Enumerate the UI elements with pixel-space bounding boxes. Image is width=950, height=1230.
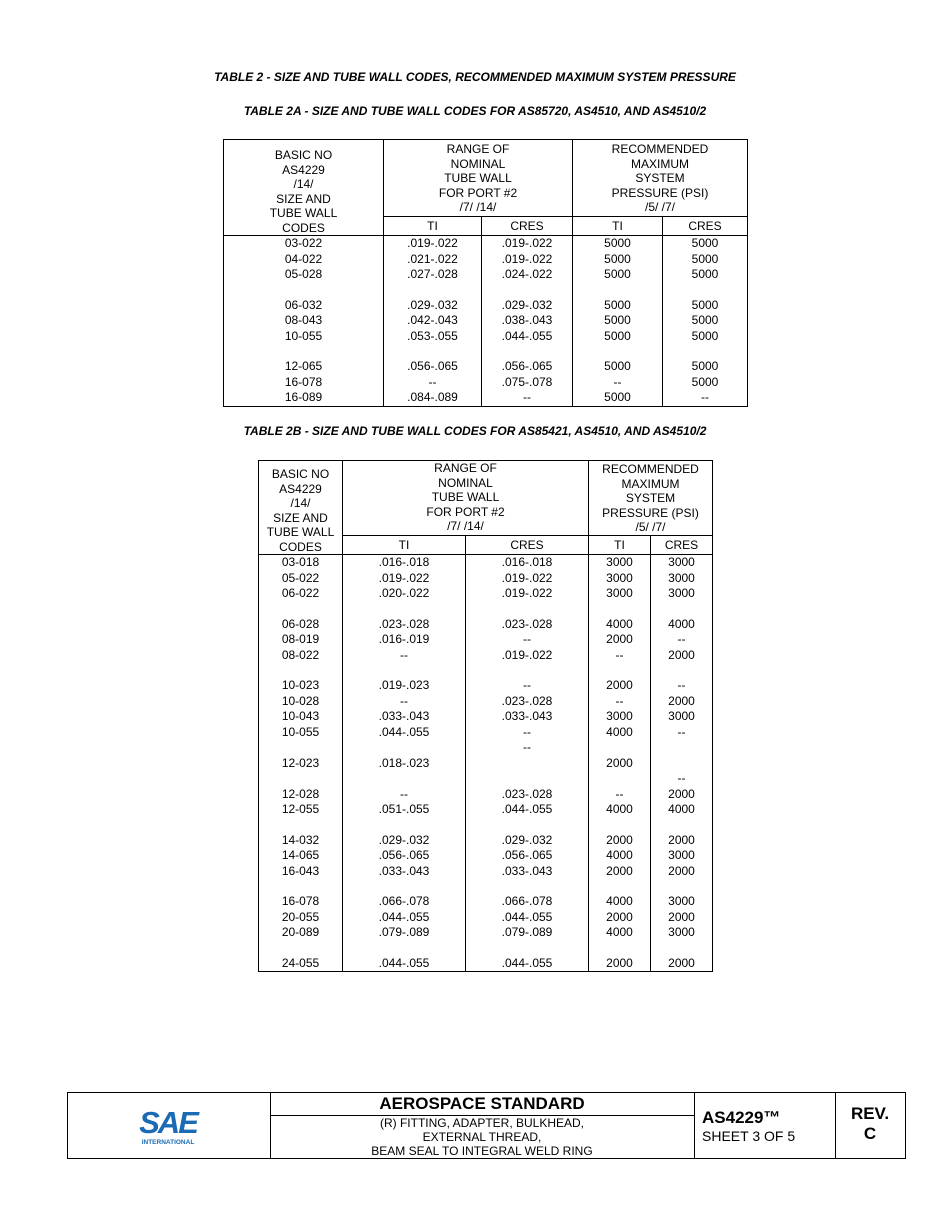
cres-pressure: 2000	[651, 648, 713, 664]
ti-pressure: 5000	[573, 236, 663, 252]
table-row	[259, 648, 713, 664]
table-row	[259, 694, 713, 710]
header-line: AS4229	[279, 481, 322, 496]
cres-wall-range: .038-.043	[482, 313, 573, 329]
header-line: CODES	[279, 539, 322, 554]
header-line: FOR PORT #2	[426, 504, 505, 519]
sub-header-ti: TI	[573, 217, 663, 236]
cres-wall-range	[466, 756, 589, 772]
table-row	[224, 390, 748, 406]
description-line: (R) FITTING, ADAPTER, BULKHEAD,	[379, 1116, 585, 1130]
sub-header-cres: CRES	[663, 217, 748, 236]
size-code: 10-055	[259, 725, 343, 741]
pressure-header	[573, 140, 748, 217]
ti-wall-range: .044-.055	[343, 910, 466, 926]
cres-wall-range: .044-.055	[466, 802, 589, 818]
cres-wall-range: .056-.065	[466, 848, 589, 864]
spacer-cell	[224, 344, 384, 359]
cres-pressure: 3000	[651, 925, 713, 941]
header-line: /14/	[293, 177, 314, 191]
cres-pressure: --	[663, 390, 748, 406]
header-line: SIZE AND	[276, 191, 331, 206]
table-row	[259, 848, 713, 864]
size-code: 04-022	[224, 252, 384, 268]
table-2b	[258, 460, 713, 972]
spacer-cell	[589, 602, 651, 617]
table-row	[259, 571, 713, 587]
cres-wall-range: .044-.055	[466, 956, 589, 972]
spacer-cell	[466, 602, 589, 617]
ti-pressure: 5000	[573, 390, 663, 406]
ti-wall-range: .029-.032	[343, 833, 466, 849]
spacer-cell	[663, 283, 748, 298]
ti-wall-range: .079-.089	[343, 925, 466, 941]
spacer-cell	[651, 941, 713, 956]
ti-wall-range: .016-.019	[343, 632, 466, 648]
size-code: 10-028	[259, 694, 343, 710]
sub-header-ti: TI	[343, 536, 466, 555]
size-code: 16-089	[224, 390, 384, 406]
header-line: /5/ /7/	[635, 520, 666, 534]
table-row	[224, 298, 748, 314]
header-line: /5/ /7/	[644, 200, 676, 214]
cres-pressure	[651, 756, 713, 772]
header-line: TUBE WALL	[266, 525, 335, 539]
cres-pressure: 5000	[663, 359, 748, 375]
description-line: EXTERNAL THREAD,	[422, 1130, 542, 1144]
table-row	[259, 709, 713, 725]
table-2b-title: TABLE 2B - SIZE AND TUBE WALL CODES FOR AS85421, AS4510, AND AS4510/2	[243, 424, 707, 438]
header-line: /7/ /14/	[459, 200, 497, 214]
header-line: TUBE WALL	[269, 206, 338, 220]
cres-pressure: 4000	[651, 802, 713, 818]
spacer-cell	[384, 283, 482, 298]
group-spacer	[259, 663, 713, 678]
ti-wall-range: .016-.018	[343, 555, 466, 571]
ti-pressure: 4000	[589, 925, 651, 941]
header-line: MAXIMUM	[631, 156, 689, 171]
document-number: AS4229™	[702, 1108, 781, 1127]
spacer-cell	[651, 602, 713, 617]
spacer-cell	[343, 941, 466, 956]
cres-wall-range: .023-.028	[466, 694, 589, 710]
spacer-cell	[259, 941, 343, 956]
spacer-cell	[259, 663, 343, 678]
ti-wall-range: .051-.055	[343, 802, 466, 818]
table-row	[259, 740, 713, 756]
revision-cell	[835, 1093, 905, 1158]
table-2a	[223, 139, 748, 407]
header-line: TUBE WALL	[431, 490, 500, 504]
ti-pressure: 3000	[589, 571, 651, 587]
spacer-cell	[343, 602, 466, 617]
spacer-cell	[343, 879, 466, 894]
ti-pressure: 2000	[589, 756, 651, 772]
header-line: /14/	[290, 496, 311, 510]
size-code	[259, 771, 343, 787]
spacer-cell	[482, 344, 573, 359]
header-line: PRESSURE (PSI)	[611, 185, 709, 200]
ti-pressure: --	[589, 694, 651, 710]
size-code: 14-065	[259, 848, 343, 864]
size-code: 20-089	[259, 925, 343, 941]
header-line: RECOMMENDED	[602, 462, 699, 476]
ti-pressure: 2000	[589, 833, 651, 849]
spacer-cell	[259, 879, 343, 894]
size-code: 08-019	[259, 632, 343, 648]
cres-pressure: 5000	[663, 252, 748, 268]
ti-wall-range: --	[343, 694, 466, 710]
header-line: TUBE WALL	[444, 171, 512, 185]
size-code: 24-055	[259, 956, 343, 972]
table-row	[259, 787, 713, 803]
header-line: FOR PORT #2	[438, 185, 518, 200]
ti-wall-range: .042-.043	[384, 313, 482, 329]
cres-pressure: --	[651, 678, 713, 694]
spacer-cell	[651, 818, 713, 833]
header-line: SIZE AND	[273, 510, 328, 525]
logo-subtext: INTERNATIONAL	[141, 1139, 195, 1146]
table-2a-body	[224, 236, 748, 407]
cres-pressure: 2000	[651, 956, 713, 972]
standard-description	[270, 1116, 694, 1158]
header-line: SYSTEM	[635, 171, 685, 185]
spacer-cell	[466, 663, 589, 678]
ti-pressure	[589, 740, 651, 756]
cres-pressure: --	[651, 632, 713, 648]
size-code: 16-078	[259, 894, 343, 910]
ti-wall-range: .023-.028	[343, 617, 466, 633]
size-code: 06-032	[224, 298, 384, 314]
cres-wall-range: .016-.018	[466, 555, 589, 571]
revision-label: REV.	[850, 1104, 890, 1123]
table-row	[259, 956, 713, 972]
size-code: 20-055	[259, 910, 343, 926]
spacer-cell	[466, 818, 589, 833]
ti-wall-range: .053-.055	[384, 329, 482, 345]
basic-no-header	[224, 140, 384, 236]
spacer-cell	[259, 602, 343, 617]
table-row	[259, 725, 713, 741]
table-row	[224, 252, 748, 268]
cres-pressure: 2000	[651, 787, 713, 803]
ti-wall-range: .044-.055	[343, 725, 466, 741]
sub-header-cres: CRES	[651, 536, 713, 555]
table-2a-title: TABLE 2A - SIZE AND TUBE WALL CODES FOR AS85720, AS4510, AND AS4510/2	[243, 104, 707, 118]
cres-pressure	[651, 740, 713, 756]
table-row	[259, 555, 713, 571]
cres-wall-range: --	[466, 725, 589, 741]
table-row	[259, 894, 713, 910]
size-code: 10-055	[224, 329, 384, 345]
ti-pressure: 2000	[589, 678, 651, 694]
ti-wall-range: .056-.065	[384, 359, 482, 375]
spacer-cell	[259, 818, 343, 833]
ti-wall-range: --	[343, 648, 466, 664]
ti-pressure: 5000	[573, 298, 663, 314]
ti-pressure: 3000	[589, 555, 651, 571]
cres-wall-range: .033-.043	[466, 864, 589, 880]
sub-header-cres: CRES	[466, 536, 589, 555]
spacer-cell	[573, 344, 663, 359]
size-code: 05-022	[259, 571, 343, 587]
basic-no-header	[259, 461, 343, 555]
size-code: 14-032	[259, 833, 343, 849]
table-2-title: TABLE 2 - SIZE AND TUBE WALL CODES, RECOMMENDED MAXIMUM SYSTEM PRESSURE	[214, 70, 736, 84]
table-row	[259, 802, 713, 818]
header-line: NOMINAL	[438, 475, 493, 490]
table-row	[259, 864, 713, 880]
size-code: 16-078	[224, 375, 384, 391]
logo-wordmark: SAE	[139, 1105, 197, 1140]
table-row	[224, 329, 748, 345]
header-line: RANGE OF	[446, 142, 510, 156]
logo-cell	[68, 1093, 271, 1158]
cres-wall-range: --	[466, 740, 589, 756]
cres-pressure: 5000	[663, 313, 748, 329]
cres-pressure: 2000	[651, 694, 713, 710]
size-code: 12-055	[259, 802, 343, 818]
cres-pressure: 5000	[663, 329, 748, 345]
table-row	[224, 375, 748, 391]
header-line: PRESSURE (PSI)	[602, 505, 699, 520]
size-code: 05-028	[224, 267, 384, 283]
cres-pressure: 3000	[651, 848, 713, 864]
cres-pressure: --	[651, 725, 713, 741]
cres-pressure: 4000	[651, 617, 713, 633]
table-row	[259, 910, 713, 926]
ti-pressure: 4000	[589, 617, 651, 633]
table-row	[224, 359, 748, 375]
cres-wall-range: .044-.055	[482, 329, 573, 345]
ti-wall-range: .033-.043	[343, 709, 466, 725]
sub-header-cres: CRES	[482, 217, 573, 236]
ti-pressure: 4000	[589, 725, 651, 741]
size-code: 06-022	[259, 586, 343, 602]
ti-pressure: 5000	[573, 267, 663, 283]
spacer-cell	[589, 879, 651, 894]
cres-wall-range: .075-.078	[482, 375, 573, 391]
spacer-cell	[663, 344, 748, 359]
group-spacer	[259, 879, 713, 894]
cres-wall-range: .024-.022	[482, 267, 573, 283]
ti-pressure: --	[589, 648, 651, 664]
table-row	[259, 925, 713, 941]
ti-wall-range: .044-.055	[343, 956, 466, 972]
header-line: CODES	[282, 220, 325, 235]
spacer-cell	[343, 663, 466, 678]
range-header	[343, 461, 589, 536]
spacer-cell	[573, 283, 663, 298]
cres-wall-range: .079-.089	[466, 925, 589, 941]
spacer-cell	[589, 818, 651, 833]
table-row	[224, 313, 748, 329]
cres-wall-range: .056-.065	[482, 359, 573, 375]
ti-pressure: --	[589, 787, 651, 803]
size-code: 12-065	[224, 359, 384, 375]
ti-wall-range: .033-.043	[343, 864, 466, 880]
table-row	[259, 756, 713, 772]
cres-wall-range: .019-.022	[466, 648, 589, 664]
header-line: AS4229	[282, 162, 325, 177]
ti-wall-range: .018-.023	[343, 756, 466, 772]
ti-wall-range: .066-.078	[343, 894, 466, 910]
ti-wall-range	[343, 771, 466, 787]
ti-pressure: 3000	[589, 586, 651, 602]
cres-pressure: 5000	[663, 375, 748, 391]
ti-pressure: --	[573, 375, 663, 391]
ti-pressure: 5000	[573, 359, 663, 375]
table-2b-body	[259, 555, 713, 972]
cres-pressure: 2000	[651, 910, 713, 926]
spacer-cell	[589, 663, 651, 678]
table-row	[259, 632, 713, 648]
table-row	[259, 771, 713, 787]
group-spacer	[259, 941, 713, 956]
cres-wall-range: .044-.055	[466, 910, 589, 926]
size-code: 08-022	[259, 648, 343, 664]
ti-pressure: 4000	[589, 802, 651, 818]
ti-wall-range: .084-.089	[384, 390, 482, 406]
description-line: BEAM SEAL TO INTEGRAL WELD RING	[371, 1144, 593, 1158]
spacer-cell	[482, 283, 573, 298]
ti-pressure: 2000	[589, 864, 651, 880]
cres-pressure: 5000	[663, 267, 748, 283]
size-code: 16-043	[259, 864, 343, 880]
sheet-number: SHEET 3 OF 5	[702, 1128, 796, 1144]
cres-wall-range: .019-.022	[466, 586, 589, 602]
spacer-cell	[651, 879, 713, 894]
size-code: 03-018	[259, 555, 343, 571]
header-line: /7/ /14/	[447, 519, 484, 533]
cres-pressure: 2000	[651, 864, 713, 880]
table-row	[259, 586, 713, 602]
ti-pressure: 4000	[589, 894, 651, 910]
table-row	[259, 678, 713, 694]
size-code: 10-023	[259, 678, 343, 694]
ti-wall-range	[343, 740, 466, 756]
spacer-cell	[343, 818, 466, 833]
ti-pressure: 3000	[589, 709, 651, 725]
cres-wall-range: .023-.028	[466, 617, 589, 633]
title-block	[67, 1092, 906, 1159]
sae-logo	[68, 1093, 270, 1158]
spacer-cell	[466, 879, 589, 894]
ti-pressure: 5000	[573, 329, 663, 345]
size-code: 12-023	[259, 756, 343, 772]
ti-wall-range: .019-.022	[343, 571, 466, 587]
revision-value: C	[863, 1124, 877, 1143]
cres-pressure: 5000	[663, 236, 748, 252]
ti-wall-range: --	[384, 375, 482, 391]
cres-pressure: 5000	[663, 298, 748, 314]
cres-wall-range: .019-.022	[482, 252, 573, 268]
header-line: RECOMMENDED	[611, 142, 709, 156]
pressure-header	[589, 461, 713, 536]
size-code: 12-028	[259, 787, 343, 803]
ti-pressure: 2000	[589, 956, 651, 972]
cres-pressure: 3000	[651, 586, 713, 602]
group-spacer	[224, 344, 748, 359]
document-number-cell	[694, 1093, 836, 1158]
ti-wall-range: .056-.065	[343, 848, 466, 864]
header-line: SYSTEM	[625, 491, 676, 505]
table-row	[259, 617, 713, 633]
cres-pressure: 3000	[651, 571, 713, 587]
cres-pressure: --	[651, 771, 713, 787]
spacer-cell	[384, 344, 482, 359]
cres-wall-range: --	[466, 678, 589, 694]
ti-pressure: 2000	[589, 910, 651, 926]
cres-pressure: 2000	[651, 833, 713, 849]
cres-wall-range: .023-.028	[466, 787, 589, 803]
table-row	[224, 267, 748, 283]
cres-wall-range: .019-.022	[466, 571, 589, 587]
ti-pressure	[589, 771, 651, 787]
cres-wall-range: .033-.043	[466, 709, 589, 725]
cres-pressure: 3000	[651, 709, 713, 725]
cres-wall-range: .019-.022	[482, 236, 573, 252]
range-header	[384, 140, 573, 217]
ti-wall-range: .029-.032	[384, 298, 482, 314]
header-line: NOMINAL	[450, 156, 506, 171]
sub-header-ti: TI	[589, 536, 651, 555]
spacer-cell	[224, 283, 384, 298]
cres-wall-range: --	[482, 390, 573, 406]
ti-wall-range: .021-.022	[384, 252, 482, 268]
ti-wall-range: .019-.022	[384, 236, 482, 252]
table-row	[224, 236, 748, 252]
standard-heading: AEROSPACE STANDARD	[270, 1093, 694, 1116]
ti-wall-range: --	[343, 787, 466, 803]
spacer-cell	[651, 663, 713, 678]
ti-wall-range: .020-.022	[343, 586, 466, 602]
header-line: BASIC NO	[271, 467, 330, 481]
ti-pressure: 5000	[573, 252, 663, 268]
ti-wall-range: .027-.028	[384, 267, 482, 283]
size-code	[259, 740, 343, 756]
header-line: RANGE OF	[434, 461, 497, 475]
header-line: BASIC NO	[274, 148, 333, 162]
sub-header-ti: TI	[384, 217, 482, 236]
spacer-cell	[466, 941, 589, 956]
size-code: 06-028	[259, 617, 343, 633]
ti-pressure: 2000	[589, 632, 651, 648]
group-spacer	[259, 602, 713, 617]
size-code: 08-043	[224, 313, 384, 329]
standard-title-cell	[270, 1093, 695, 1158]
cres-pressure: 3000	[651, 894, 713, 910]
size-code: 03-022	[224, 236, 384, 252]
group-spacer	[259, 818, 713, 833]
cres-wall-range: .066-.078	[466, 894, 589, 910]
group-spacer	[224, 283, 748, 298]
size-code: 10-043	[259, 709, 343, 725]
spacer-cell	[589, 941, 651, 956]
ti-wall-range: .019-.023	[343, 678, 466, 694]
ti-pressure: 5000	[573, 313, 663, 329]
table-row	[259, 833, 713, 849]
cres-pressure: 3000	[651, 555, 713, 571]
header-line: MAXIMUM	[621, 476, 680, 491]
cres-wall-range	[466, 771, 589, 787]
cres-wall-range: .029-.032	[466, 833, 589, 849]
cres-wall-range: .029-.032	[482, 298, 573, 314]
cres-wall-range: --	[466, 632, 589, 648]
ti-pressure: 4000	[589, 848, 651, 864]
